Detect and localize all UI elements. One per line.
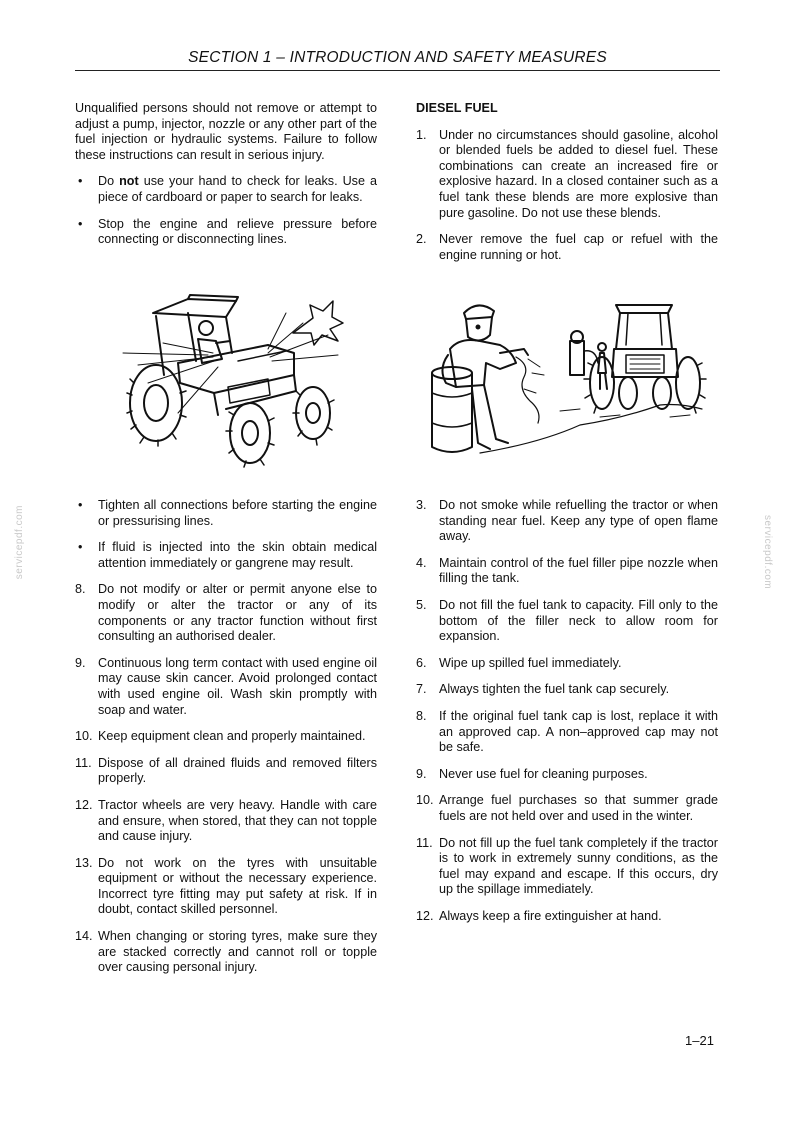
bullet-marker: • (78, 216, 83, 231)
list-item (416, 767, 718, 783)
section-title: SECTION 1 – INTRODUCTION AND SAFETY MEASURES (188, 49, 607, 66)
item-number: 1. (416, 127, 427, 142)
item-number: 11. (75, 755, 92, 770)
list-item (416, 909, 718, 925)
page-number: 1–21 (685, 1033, 714, 1048)
list-item-text: Do not fill up the fuel tank completely if the tractor is to work in extremely sunny conditions, as the fuel may expand and escape. If this occurs, dry up the spillage immediately. (439, 835, 718, 897)
list-item (75, 498, 377, 529)
list-item (416, 656, 718, 672)
list-item-text: If fluid is injected into the skin obtain medical attention immediately or gangrene may result. (98, 540, 377, 570)
page-header (75, 48, 720, 71)
item-number: 14. (75, 929, 93, 944)
refuelling-hazard-illustration (420, 293, 710, 468)
list-item (416, 232, 718, 263)
right-column-top (416, 101, 718, 263)
item-number: 12. (75, 797, 93, 812)
item-number: 10. (416, 793, 434, 808)
list-item (416, 598, 718, 645)
bullet-marker: • (78, 174, 83, 189)
list-item-text: Tractor wheels are very heavy. Handle with care and ensure, when stored, that they can not topple and cause injury. (98, 797, 377, 844)
right-column-bottom (416, 498, 718, 924)
list-item-text: Dispose of all drained fluids and removed filters properly. (98, 755, 377, 786)
list-item (75, 656, 377, 718)
list-item-text: Do not work on the tyres with unsuitable equipment or without the necessary experience. Incorrect tyre fitting may put safety at risk. If in doubt, contact skilled personnel. (98, 855, 377, 917)
list-item-text: Never use fuel for cleaning purposes. (439, 766, 648, 781)
list-item-text: Keep equipment clean and properly maintained. (98, 729, 366, 744)
item-number: 2. (416, 232, 427, 247)
emphasis-text: not (119, 174, 139, 189)
list-item (416, 682, 718, 698)
list-item-text: If the original fuel tank cap is lost, replace it with an approved cap. A non–approved cap may not be safe. (439, 708, 718, 755)
bullet-marker: • (78, 498, 83, 512)
list-item-text: Arrange fuel purchases so that summer grade fuels are not held over and used in the winter. (439, 793, 718, 823)
item-number: 4. (416, 555, 427, 570)
list-item-text: Under no circumstances should gasoline, alcohol or blended fuels be added to diesel fuel. These combinations can create an increased fire or explosive hazard. In a closed container such as a fuel tank these blends are more explosive than pure gasoline. Do not use these blends. (439, 127, 718, 220)
list-item (416, 793, 718, 824)
list-item-text: Continuous long term contact with used engine oil may cause skin cancer. Avoid prolonged contact with used engine oil. Wash skin promptly with soap and water. (98, 655, 377, 717)
item-number: 9. (75, 655, 86, 670)
intro-paragraph: Unqualified persons should not remove or attempt to adjust a pump, injector, nozzle or any other part of the fuel injection or hydraulic systems. Failure to follow these instructions can result in serious injury. (75, 101, 377, 162)
list-item (75, 798, 377, 845)
list-item-text: Do not modify or alter or permit anyone else to modify or alter the tractor or any of its components or any tractor function without first consulting an authorised dealer. (98, 582, 377, 644)
item-number: 6. (416, 655, 427, 670)
list-item (416, 128, 718, 222)
item-number: 9. (416, 766, 427, 781)
watermark-left: servicepdf.com (14, 505, 25, 580)
list-item-text: When changing or storing tyres, make sure they are stacked correctly and cannot roll or topple over causing personal injury. (98, 929, 377, 975)
list-item (416, 556, 718, 587)
list-item (75, 582, 377, 644)
item-number: 10. (75, 729, 93, 744)
list-item-text: Always tighten the fuel tank cap securely. (439, 682, 670, 697)
list-item-text: Do not use your hand to check for leaks. Use a piece of cardboard or paper to search for leaks. (98, 174, 377, 204)
list-item-text: Stop the engine and relieve pressure before connecting or disconnecting lines. (98, 216, 377, 247)
list-item-text: Maintain control of the fuel filler pipe nozzle when filling the tank. (439, 555, 718, 586)
list-item (75, 540, 377, 571)
list-item (75, 217, 377, 248)
list-item (75, 929, 377, 976)
left-column-bottom (75, 498, 377, 976)
item-number: 8. (75, 582, 86, 597)
list-item-text: Always keep a fire extinguisher at hand. (439, 908, 662, 923)
diesel-fuel-heading: DIESEL FUEL (416, 101, 498, 115)
list-item (75, 174, 377, 205)
list-item-text: Never remove the fuel cap or refuel with the engine running or hot. (439, 232, 718, 262)
list-item-text: Do not fill the fuel tank to capacity. Fill only to the bottom of the filler neck to allow room for expansion. (439, 597, 718, 644)
tractor-leak-illustration (118, 283, 348, 483)
item-number: 8. (416, 708, 427, 723)
list-item (75, 729, 377, 745)
item-number: 3. (416, 498, 427, 512)
list-item-text: Do not smoke while refuelling the tractor or when standing near fuel. Keep any type of open flame away. (439, 498, 718, 544)
list-item (75, 756, 377, 787)
list-item (75, 856, 377, 918)
list-item (416, 498, 718, 545)
item-number: 12. (416, 908, 434, 923)
left-column-top (75, 101, 377, 248)
list-item-text: Wipe up spilled fuel immediately. (439, 655, 622, 670)
item-number: 7. (416, 682, 427, 697)
item-number: 5. (416, 597, 427, 612)
list-item (416, 836, 718, 898)
bullet-marker: • (78, 540, 83, 555)
list-item-text: Tighten all connections before starting the engine or pressurising lines. (98, 498, 377, 528)
list-item (416, 709, 718, 756)
item-number: 13. (75, 855, 93, 870)
watermark-right: servicepdf.com (762, 515, 773, 590)
item-number: 11. (416, 835, 433, 850)
